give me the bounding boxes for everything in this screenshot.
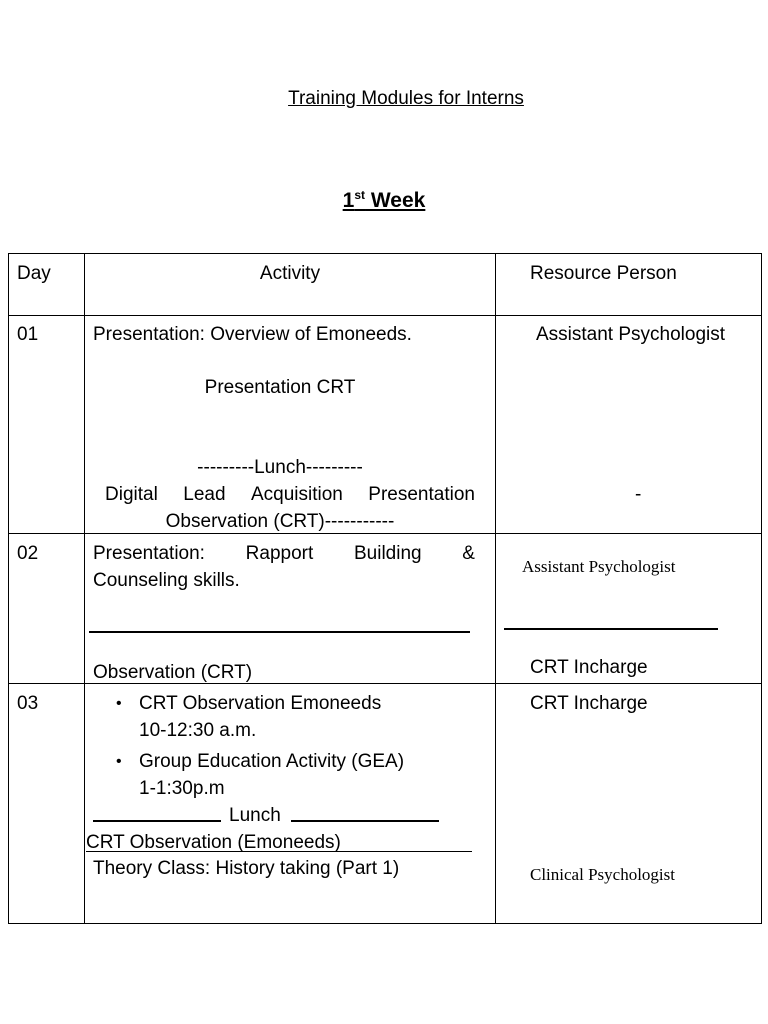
row03-lunch-rule-left <box>93 820 221 822</box>
header-resource: Resource Person <box>530 263 677 284</box>
header-activity: Activity <box>259 263 321 284</box>
column-divider-activity <box>495 254 496 923</box>
word: Lead <box>183 484 226 505</box>
day-01: 01 <box>17 324 39 345</box>
row02-resource-assistant: Assistant Psychologist <box>522 557 676 576</box>
schedule-table <box>8 253 762 924</box>
row03-activity-crt-observation: CRT Observation (Emoneeds) <box>86 832 341 853</box>
row01-activity-observation: Observation (CRT)----------- <box>165 511 395 532</box>
row02-activity-rule <box>89 631 470 633</box>
row03-resource-crt: CRT Incharge <box>530 693 648 714</box>
bullet-icon: • <box>116 753 122 770</box>
document-title: Training Modules for Interns <box>288 88 524 109</box>
row01-activity-lunch: ---------Lunch--------- <box>197 457 363 478</box>
word: Digital <box>105 484 158 505</box>
row01-activity-digital-lead <box>105 485 475 504</box>
row03-activity-theory: Theory Class: History taking (Part 1) <box>93 858 400 879</box>
row01-resource-dash: - <box>635 484 642 505</box>
row03-resource-clinical: Clinical Psychologist <box>530 865 675 884</box>
row03-lunch: Lunch <box>229 805 281 826</box>
week-suffix: st <box>354 188 366 202</box>
row-divider-02 <box>9 683 761 684</box>
row02-resource-crt: CRT Incharge <box>530 657 648 678</box>
column-divider-day <box>84 254 85 923</box>
word: Building <box>353 543 422 564</box>
row-divider-header <box>9 315 761 316</box>
row02-activity-observation: Observation (CRT) <box>93 662 253 683</box>
row03-bullet1-line2: 10-12:30 a.m. <box>139 720 257 741</box>
bullet-icon: • <box>116 695 122 712</box>
row02-resource-rule <box>504 628 718 630</box>
word: Presentation <box>368 484 475 505</box>
row03-observation-underline <box>86 851 472 852</box>
header-day: Day <box>17 263 51 284</box>
word: Presentation: <box>93 543 205 564</box>
week-number: 1 <box>342 189 355 212</box>
row01-resource-assistant: Assistant Psychologist <box>536 324 726 345</box>
day-03: 03 <box>17 693 39 714</box>
row03-bullet1-line1: CRT Observation Emoneeds <box>139 693 382 714</box>
row02-activity-counseling: Counseling skills. <box>93 570 240 591</box>
row03-lunch-rule-right <box>291 820 439 822</box>
row01-activity-crt: Presentation CRT <box>204 377 356 398</box>
row03-bullet2-line1: Group Education Activity (GEA) <box>139 751 405 772</box>
word: & <box>462 543 475 564</box>
row-divider-01 <box>9 533 761 534</box>
week-label: Week <box>365 189 426 212</box>
word: Acquisition <box>250 484 343 505</box>
row01-activity-overview: Presentation: Overview of Emoneeds. <box>93 324 412 345</box>
row03-bullet2-line2: 1-1:30p.m <box>139 778 225 799</box>
row02-activity-rapport <box>93 544 475 563</box>
word: Rapport <box>245 543 314 564</box>
day-02: 02 <box>17 543 39 564</box>
week-heading <box>0 188 768 213</box>
